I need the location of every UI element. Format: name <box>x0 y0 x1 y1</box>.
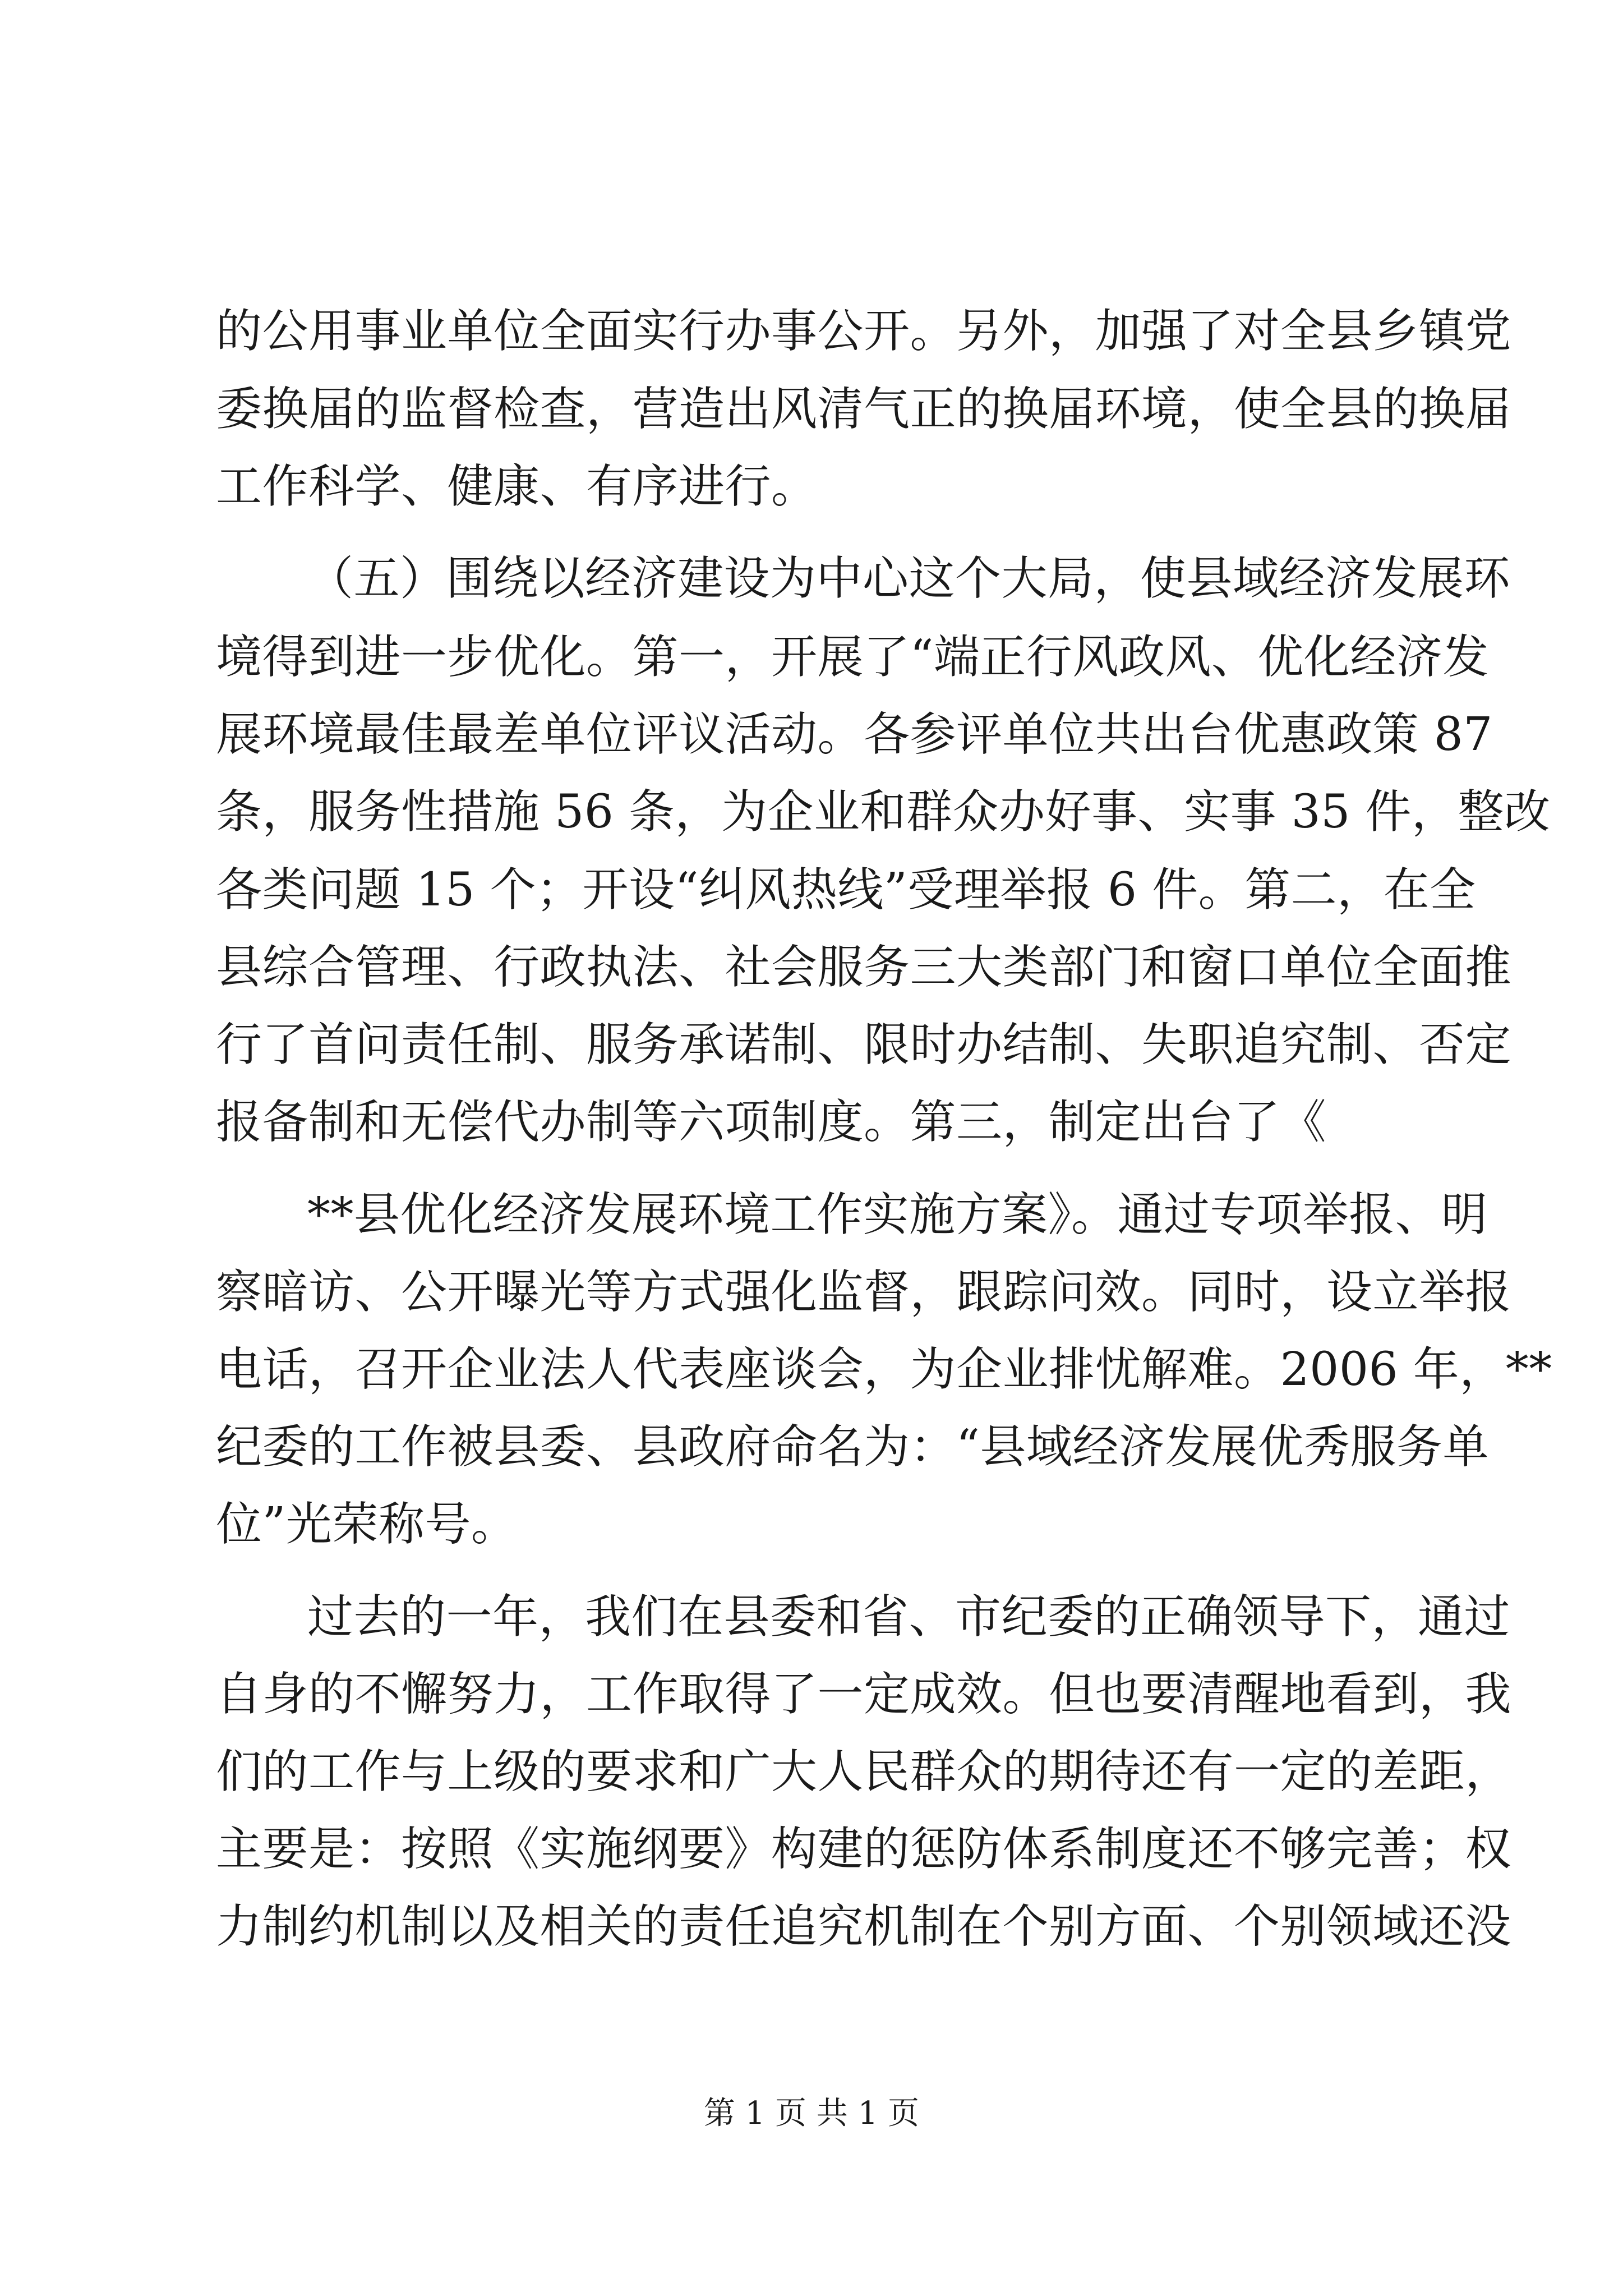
text-line: 纪委的工作被县委、县政府命名为：“县域经济发展优秀服务单 <box>216 1420 1489 1474</box>
text-line: （五）围绕以经济建设为中心这个大局，使县域经济发展环 <box>307 552 1511 605</box>
text-line: 自身的不懈努力，工作取得了一定成效。但也要清醒地看到，我 <box>216 1668 1512 1721</box>
text-line: 条，服务性措施 56 条，为企业和群众办好事、实事 35 件，整改 <box>216 785 1551 839</box>
text-line: **县优化经济发展环境工作实施方案》。通过专项举报、明 <box>307 1188 1488 1241</box>
text-line: 过去的一年，我们在县委和省、市纪委的正确领导下，通过 <box>307 1590 1511 1644</box>
text-line: 各类问题 15 个；开设“纠风热线”受理举报 6 件。第二，在全 <box>216 863 1476 917</box>
text-line: 力制约机制以及相关的责任追究机制在个别方面、个别领域还没 <box>216 1900 1512 1953</box>
text-line: 位”光荣称号。 <box>216 1498 518 1551</box>
text-line: 的公用事业单位全面实行办事公开。另外，加强了对全县乡镇党 <box>216 305 1512 358</box>
text-line: 展环境最佳最差单位评议活动。各参评单位共出台优惠政策 87 <box>216 708 1493 761</box>
text-line: 境得到进一步优化。第一，开展了“端正行风政风、优化经济发 <box>216 631 1489 684</box>
text-line: 主要是：按照《实施纲要》构建的惩防体系制度还不够完善；权 <box>216 1823 1512 1876</box>
text-line: 行了首问责任制、服务承诺制、限时办结制、失职追究制、否定 <box>216 1018 1512 1071</box>
text-line: 们的工作与上级的要求和广大人民群众的期待还有一定的差距， <box>216 1745 1512 1798</box>
text-line: 工作科学、健康、有序进行。 <box>216 460 818 513</box>
text-line: 察暗访、公开曝光等方式强化监督，跟踪问效。同时，设立举报 <box>216 1266 1512 1319</box>
text-line: 电话，召开企业法人代表座谈会，为企业排忧解难。2006 年，** <box>216 1343 1552 1396</box>
text-line: 县综合管理、行政执法、社会服务三大类部门和窗口单位全面推 <box>216 941 1512 994</box>
text-line: 委换届的监督检查，营造出风清气正的换届环境，使全县的换届 <box>216 383 1512 436</box>
page-footer: 第 1 页 共 1 页 <box>703 2095 920 2132</box>
text-line: 报备制和无偿代办制等六项制度。第三，制定出台了《 <box>216 1096 1327 1149</box>
